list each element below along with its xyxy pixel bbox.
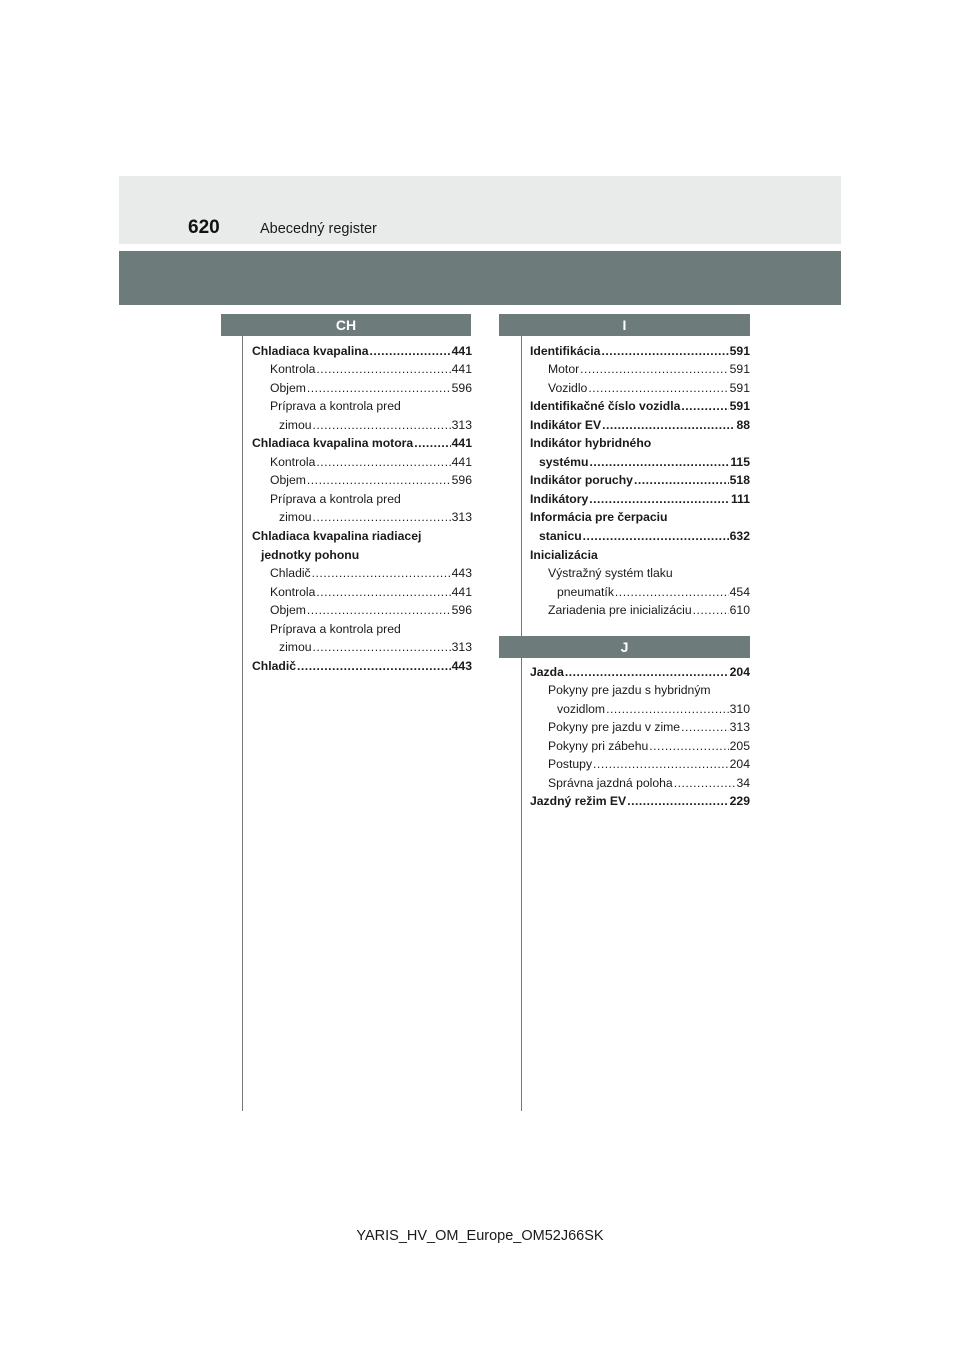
index-entry-page: 204 — [729, 664, 750, 679]
index-entry-term: Objem — [270, 473, 306, 488]
index-entry-term: Indikátor hybridného — [530, 436, 652, 451]
index-entry — [530, 543, 750, 562]
page-number: 620 — [188, 217, 220, 238]
index-entry-term: Postupy — [548, 757, 593, 772]
dot-leader — [615, 585, 729, 599]
index-entry-page: 610 — [729, 603, 750, 618]
index-entry-page: 310 — [729, 701, 750, 716]
dot-leader — [580, 362, 729, 376]
index-entry-term: zimou — [279, 417, 312, 432]
index-entry-page: 34 — [736, 775, 750, 790]
index-entry — [252, 506, 472, 525]
index-entry-term: Výstražný systém tlaku — [548, 566, 673, 581]
index-entry-term: Chladiaca kvapalina — [252, 343, 369, 358]
index-entry — [530, 395, 750, 414]
index-entry — [252, 487, 472, 506]
letter-heading-i: I — [499, 314, 750, 336]
index-entry-term: Chladič — [252, 658, 297, 673]
dot-leader — [627, 794, 728, 808]
dot-leader — [313, 418, 451, 432]
header-band — [119, 251, 841, 305]
dot-leader — [307, 473, 451, 487]
index-entry-page: 313 — [451, 417, 472, 432]
dot-leader — [674, 776, 736, 790]
dot-leader — [583, 529, 729, 543]
index-entry-page: 591 — [729, 343, 750, 358]
index-entry — [252, 524, 472, 543]
dot-leader — [693, 603, 729, 617]
dot-leader — [589, 455, 729, 469]
index-entry-page: 115 — [730, 454, 750, 469]
index-entry-page: 443 — [451, 658, 472, 673]
index-entry-term: Kontrola — [270, 584, 316, 599]
index-entry-term: zimou — [279, 510, 312, 525]
index-entry-term: Jazda — [530, 664, 564, 679]
index-entry-term: Kontrola — [270, 454, 316, 469]
dot-leader — [313, 510, 451, 524]
index-entry — [252, 599, 472, 618]
dot-leader — [649, 739, 728, 753]
index-entry-term: Identifikačné číslo vozidla — [530, 399, 681, 414]
dot-leader — [297, 659, 451, 673]
dot-leader — [307, 603, 451, 617]
index-entry-term: Objem — [270, 380, 306, 395]
index-entry-page: 596 — [451, 380, 472, 395]
index-entry-page: 443 — [451, 566, 472, 581]
dot-leader — [565, 665, 729, 679]
index-entry-term: Objem — [270, 603, 306, 618]
index-entry — [530, 790, 750, 809]
index-entry — [530, 413, 750, 432]
section-title: Abecedný register — [260, 221, 377, 237]
index-entry-term: Informácia pre čerpaciu — [530, 510, 668, 525]
index-entry-page: 441 — [451, 343, 472, 358]
index-entry — [530, 506, 750, 525]
dot-leader — [681, 720, 729, 734]
index-entry-page: 591 — [729, 399, 750, 414]
index-entry — [252, 617, 472, 636]
index-entry-page: 596 — [451, 603, 472, 618]
index-entry-term: systému — [539, 454, 589, 469]
index-entry — [530, 697, 750, 716]
letter-heading-j: J — [499, 636, 750, 658]
index-entry-term: Zariadenia pre inicializáciu — [548, 603, 692, 618]
left-column-rule — [242, 336, 243, 1111]
index-entry-term: Vozidlo — [548, 380, 588, 395]
dot-leader — [313, 640, 451, 654]
index-entry-term: Indikátor poruchy — [530, 473, 633, 488]
index-entry-term: Pokyny pri zábehu — [548, 738, 649, 753]
dot-leader — [589, 492, 730, 506]
index-entry-term: Príprava a kontrola pred — [270, 399, 401, 414]
index-entry-term: Pokyny pre jazdu v zime — [548, 720, 681, 735]
index-entry-term: jednotky pohonu — [261, 547, 360, 562]
index-list-i — [530, 339, 750, 617]
index-entry — [252, 543, 472, 562]
index-entry-page: 441 — [451, 584, 472, 599]
index-entry — [252, 654, 472, 673]
index-entry — [530, 450, 750, 469]
index-entry-page: 313 — [451, 640, 472, 655]
index-entry-page: 204 — [729, 757, 750, 772]
index-entry — [530, 599, 750, 618]
index-entry — [530, 734, 750, 753]
index-entry — [530, 339, 750, 358]
index-entry — [530, 753, 750, 772]
dot-leader — [593, 757, 729, 771]
index-entry-term: stanicu — [539, 529, 582, 544]
index-entry — [252, 413, 472, 432]
dot-leader — [414, 436, 450, 450]
index-entry-page: 313 — [729, 720, 750, 735]
index-entry-term: zimou — [279, 640, 312, 655]
index-entry — [530, 562, 750, 581]
index-entry-term: Príprava a kontrola pred — [270, 491, 401, 506]
dot-leader — [602, 418, 735, 432]
index-entry-page: 632 — [729, 529, 750, 544]
index-entry — [252, 580, 472, 599]
index-entry-term: Indikátory — [530, 491, 589, 506]
index-entry-term: Správna jazdná poloha — [548, 775, 673, 790]
index-entry — [530, 679, 750, 698]
index-entry — [530, 376, 750, 395]
index-entry-page: 454 — [729, 584, 750, 599]
index-entry-page: 518 — [729, 473, 750, 488]
index-entry-page: 88 — [736, 417, 750, 432]
index-entry-term: Chladiaca kvapalina riadiacej — [252, 529, 422, 544]
dot-leader — [606, 702, 729, 716]
index-entry-page: 591 — [729, 362, 750, 377]
index-entry-term: Indikátor EV — [530, 417, 602, 432]
index-entry — [530, 432, 750, 451]
index-list-j — [530, 660, 750, 808]
index-entry — [252, 562, 472, 581]
dot-leader — [316, 362, 450, 376]
index-entry-page: 313 — [451, 510, 472, 525]
index-entry — [530, 771, 750, 790]
index-entry — [252, 395, 472, 414]
dot-leader — [316, 455, 450, 469]
index-entry-term: vozidlom — [557, 701, 606, 716]
header-bar — [119, 176, 841, 244]
index-entry-term: pneumatík — [557, 584, 614, 599]
index-entry — [530, 580, 750, 599]
dot-leader — [312, 566, 451, 580]
index-entry-page: 229 — [729, 794, 750, 809]
index-entry — [530, 487, 750, 506]
index-entry — [530, 716, 750, 735]
dot-leader — [634, 473, 729, 487]
index-entry-page: 441 — [451, 362, 472, 377]
dot-leader — [681, 399, 728, 413]
index-entry — [530, 524, 750, 543]
index-entry — [252, 339, 472, 358]
dot-leader — [316, 585, 450, 599]
dot-leader — [588, 381, 728, 395]
index-entry-page: 596 — [451, 473, 472, 488]
dot-leader — [370, 344, 451, 358]
index-entry — [530, 358, 750, 377]
index-entry — [530, 660, 750, 679]
index-entry-term: Pokyny pre jazdu s hybridným — [548, 683, 711, 698]
index-entry-page: 205 — [729, 738, 750, 753]
index-entry — [252, 432, 472, 451]
index-entry-page: 441 — [451, 436, 472, 451]
index-entry — [252, 358, 472, 377]
index-entry — [252, 450, 472, 469]
index-entry-term: Inicializácia — [530, 547, 598, 562]
dot-leader — [307, 381, 451, 395]
index-entry-page: 441 — [451, 454, 472, 469]
index-entry-term: Chladiaca kvapalina motora — [252, 436, 414, 451]
index-list-ch — [252, 339, 472, 673]
index-entry — [252, 376, 472, 395]
index-entry — [530, 469, 750, 488]
index-entry-term: Motor — [548, 362, 580, 377]
index-entry-term: Jazdný režim EV — [530, 794, 627, 809]
index-entry-term: Chladič — [270, 566, 311, 581]
index-entry — [252, 636, 472, 655]
document-footer: YARIS_HV_OM_Europe_OM52J66SK — [356, 1228, 604, 1244]
right-column-rule — [521, 336, 522, 1111]
index-entry-page: 591 — [729, 380, 750, 395]
letter-heading-ch: CH — [221, 314, 471, 336]
dot-leader — [601, 344, 728, 358]
index-entry-term: Príprava a kontrola pred — [270, 621, 401, 636]
index-entry — [252, 469, 472, 488]
index-entry-term: Identifikácia — [530, 343, 601, 358]
index-entry-page: 111 — [731, 491, 750, 506]
index-entry-term: Kontrola — [270, 362, 316, 377]
